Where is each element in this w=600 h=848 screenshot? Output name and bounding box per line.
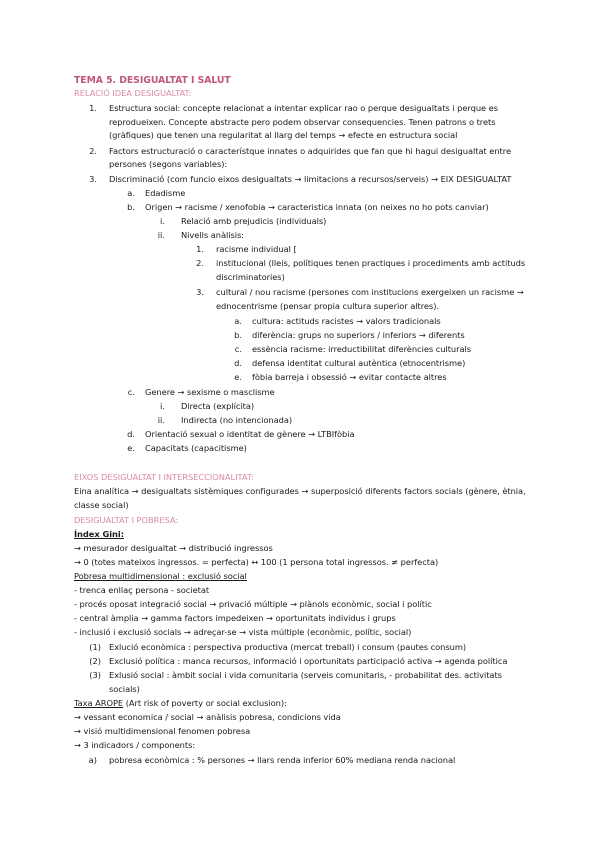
list-item-text: cultura: actituds racistes → valors tradicionals [252,316,441,326]
list-marker: (2) [89,656,101,666]
list-item-text: Orientació sexual o identitat de gènere → LTBIfòbia [145,429,355,439]
list-marker: b. [127,202,135,212]
list-item-text: socials) [109,684,140,694]
list-marker: e. [234,372,242,382]
paragraph-line: → 3 indicadors / components: [74,740,196,750]
paragraph-line: classe social) [74,500,129,510]
list-item-text: Exlució econòmica : perspectiva productiva (mercat treball) i consum (pautes consum) [109,642,467,652]
paragraph-line: → vessant economica / social → anàlisis pobresa, condicions vida [74,712,341,722]
list-marker: 2. [196,258,204,268]
list-item-text: persones (segons variables): [109,159,228,169]
list-item-text: ednocentrisme (pensar propia cultura superior altres). [216,301,439,311]
subheading-gini: Índex Gini: [74,529,124,539]
list-item-text: Edadisme [145,188,186,198]
list-marker: a. [234,316,242,326]
list-item-text: pobresa econòmica : % persones → llars renda inferior 60% mediana renda nacional [109,755,456,765]
arope-subtitle: (Art risk of poverty or social exclusion): [123,698,287,708]
list-item-text: Indirecta (no intencionada) [181,415,293,425]
section-heading-relacio: RELACIÓ IDEA DESIGUALTAT: [74,88,192,98]
list-item-text: essència racisme: irreductibilitat diferències culturals [252,344,472,354]
list-marker: (3) [89,670,101,680]
subheading-multidimensional: Pobresa multidimensional : exclusió social [74,571,247,581]
list-item-text: Estructura social: concepte relacionat a intentar explicar rao o perque desigualtats i perque es [109,103,498,113]
list-item-text: Relació amb prejudicis (individuals) [181,216,327,226]
list-marker: d. [234,358,242,368]
list-marker: 1. [89,103,97,113]
list-item-text: Exclusió política : manca recursos, informació i oportunitats participació activa → agenda política [109,656,508,666]
paragraph-line: → mesurador desigualtat → distribució ingressos [74,543,273,553]
list-item-text: fòbia barreja i obsessió → evitar contacte altres [252,372,447,382]
list-marker: 1. [196,244,204,254]
section-heading-eixos: EIXOS DESIGUALTAT I INTERSECCIONALITAT: [74,472,254,482]
page-title: TEMA 5. DESIGUALTAT I SALUT [74,75,231,86]
list-marker: (1) [89,642,101,652]
list-item-text: racisme individual [ [216,244,297,254]
list-item-text: Factors estructuració o característque innates o adquirides que fan que hi hagui desigualtat entre [109,146,511,156]
list-item-text: (gràfiques) que tenen una regularitat al llarg del temps → efecte en estructura social [109,130,458,140]
list-item-text: Directa (explícita) [181,401,255,411]
list-marker: b. [234,330,242,340]
list-marker: d. [127,429,135,439]
arope-title: Taxa AROPE [74,698,124,708]
list-marker: c. [234,344,242,354]
list-item-text: Nivells anàlisis: [181,230,245,240]
list-item-text: Genere → sexisme o masclisme [145,387,275,397]
list-item-text: defensa identitat cultural autèntica (etnocentrisme) [252,358,466,368]
list-item-text: Origen → racisme / xenofobia → caracteristica innata (on neixes no ho pots canviar) [145,202,489,212]
section-heading-pobresa: DESIGUALTAT I POBRESA: [74,515,179,525]
arope-heading [74,698,287,709]
paragraph-line: - inclusió i exclusió socials → adreçar-se → vista múltiple (econòmic, polític, social) [74,627,412,637]
list-marker: a. [127,188,135,198]
list-marker: a) [88,755,97,765]
list-marker: e. [127,443,135,453]
list-marker: ii. [157,415,165,425]
paragraph-line: → 0 (totes mateixos ingressos. = perfecta) ↔ 100 (1 persona total ingressos. ≠ perfecta) [74,557,439,567]
list-marker: 3. [196,287,204,297]
paragraph-line: - procés oposat integració social → privació múltiple → plànols econòmic, social i polític [74,599,432,609]
list-item-text: Exlusió social : àmbit social i vida comunitaria (serveis comunitaris, - probabilitat des. activitats [109,670,502,680]
list-item-text: reprodueixen. Concepte abstracte pero podem observar consequencies. Tenen patrons o trets [109,117,496,127]
list-marker: c. [127,387,135,397]
list-item-text: Discriminació (com funcio eixos desigualtats → limitacions a recursos/serveis) → EIX DESIGUALTAT [109,174,512,184]
list-item-text: diferència: grups no superiors / inferiors → diferents [252,330,465,340]
paragraph-line: - trenca enllaç persona - societat [74,585,210,595]
list-marker: i. [160,401,165,411]
list-marker: 2. [89,146,97,156]
paragraph-line: → visió multidimensional fenomen pobresa [74,726,251,736]
list-marker: i. [160,216,165,226]
list-item-text: discriminatories) [216,272,285,282]
paragraph-line: Eina analítica → desigualtats sistèmiques configurades → superposició diferents factors socials (gènere, ètnia, [74,486,526,496]
paragraph-line: - central àmplia → gamma factors impedeixen → oportunitats individus i grups [74,613,396,623]
list-marker: 3. [89,174,97,184]
list-item-text: Capacitats (capacitisme) [145,443,247,453]
list-item-text: institucional (lleis, polítiques tenen practiques i procediments amb actituds [216,258,526,268]
list-item-text: cultural / nou racisme (persones com institucions exergeixen un racisme → [216,287,524,297]
list-marker: ii. [157,230,165,240]
